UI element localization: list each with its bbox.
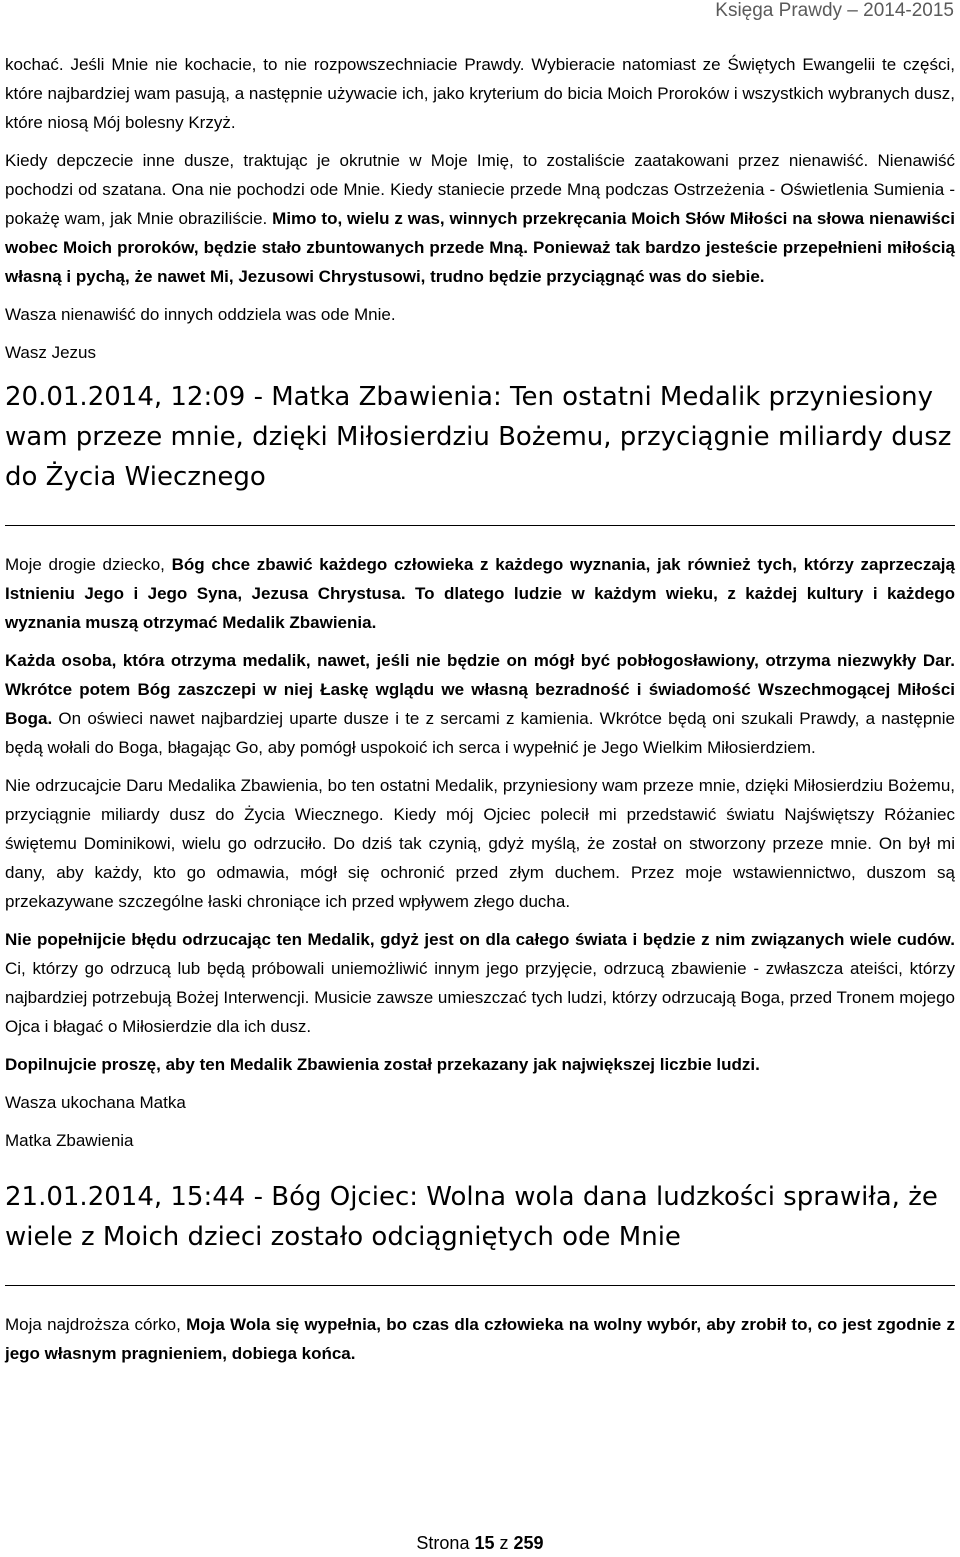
bold-text: Mimo to, wielu z was, winnych przekręcania Moich Słów Miłości na słowa nienawiści wobec Moich proroków, będzie stało zbuntowanych przede Mną. Ponieważ tak bardzo jesteście przepełnieni miłością własną i pychą, że nawet Mi, Jezusowi Chrystusowi, trudno będzie przyciągnąć was do siebie. xyxy=(5,209,955,286)
text-run: kochać. Jeśli Mnie nie kochacie, to nie rozpowszechniacie Prawdy. Wybieracie natomiast ze Świętych Ewangelii te części, które najbardziej wam pasują, a następnie używacie ich, jako kryterium do bicia Moich Proroków i wszystkich wybranych dusz, które niosą Mój bolesny Krzyż. xyxy=(5,55,955,132)
text-run: On oświeci nawet najbardziej uparte dusze i te z sercami z kamienia. Wkrótce będą oni szukali Prawdy, a następnie będą wołali do Boga, błagając Go, aby pomógł uspokoić ich serca i wypełnić je Jego Wielkim Miłosierdziem. xyxy=(5,709,955,757)
paragraph xyxy=(5,646,955,762)
text-run: Wasza nienawiść do innych oddziela was ode Mnie. xyxy=(5,305,396,324)
bold-text: Każda osoba, która otrzyma medalik, nawet, jeśli nie będzie on mógł być pobłogosławiony, otrzyma niezwykły Dar. Wkrótce potem Bóg zaszczepi w niej Łaskę wglądu we własną bezradność i świadomość Wszechmogącej Miłości Boga. xyxy=(5,651,955,728)
paragraph xyxy=(5,338,955,367)
message-heading: 20.01.2014, 12:09 - Matka Zbawienia: Ten ostatni Medalik przyniesiony wam przeze mnie, dzięki Miłosierdziu Bożemu, przyciągnie miliardy dusz do Życia Wiecznego xyxy=(5,377,955,526)
document-body xyxy=(5,50,955,1377)
paragraph xyxy=(5,1310,955,1368)
text-run: Ci, którzy go odrzucą lub będą próbowali uniemożliwić innym jego przyjęcie, odrzucą zbawienie - zwłaszcza ateiści, którzy najbardziej potrzebują Bożej Interwencji. Musicie zawsze umieszczać tych ludzi, którzy odrzucają Boga, przed Tronem mojego Ojca i błagać o Miłosierdzie dla ich dusz. xyxy=(5,959,955,1036)
paragraph xyxy=(5,925,955,1041)
footer-prefix: Strona xyxy=(416,1533,475,1553)
text-run: Nie odrzucajcie Daru Medalika Zbawienia, bo ten ostatni Medalik, przyniesiony wam przeze mnie, dzięki Miłosierdziu Bożemu, przyciągnie miliardy dusz do Życia Wiecznego. Kiedy mój Ojciec polecił mi przedstawić światu Najświętszy Różaniec świętemu Dominikowi, wielu go odrzuciło. Do dziś tak czynią, gdyż myślą, że został on stworzony przeze mnie. On był mi dany, aby każdy, kto go odmawia, mógł się ochronić przed złym duchem. Przez moje wstawiennictwo, duszom są przekazywane szczególne łaski chroniące ich przed wpływem złego ducha. xyxy=(5,776,955,911)
message-heading: 21.01.2014, 15:44 - Bóg Ojciec: Wolna wola dana ludzkości sprawiła, że wiele z Moich dzieci zostało odciągniętych ode Mnie xyxy=(5,1177,955,1286)
text-run: Wasza ukochana Matka xyxy=(5,1093,186,1112)
running-header: Księga Prawdy – 2014-2015 xyxy=(715,0,954,21)
text-run: Moje drogie dziecko, xyxy=(5,555,172,574)
current-page-number: 15 xyxy=(474,1533,495,1553)
paragraph xyxy=(5,50,955,137)
paragraph xyxy=(5,300,955,329)
text-run: Wasz Jezus xyxy=(5,343,97,362)
page-footer xyxy=(0,1533,960,1554)
footer-middle: z xyxy=(494,1533,514,1553)
text-run: Kiedy depczecie inne dusze, traktując je okrutnie w Moje Imię, to zostaliście zaatakowani przez nienawiść. Nienawiść pochodzi od szatana. Ona nie pochodzi ode Mnie. Kiedy staniecie przede Mną podczas Ostrzeżenia - Oświetlenia Sumienia - pokażę wam, jak Mnie obraziliście. xyxy=(5,151,955,228)
paragraph xyxy=(5,146,955,291)
bold-text: Nie popełnijcie błędu odrzucając ten Medalik, gdyż jest on dla całego świata i będzie z nim związanych wiele cudów. xyxy=(5,930,955,949)
text-run: Moja najdroższa córko, xyxy=(5,1315,187,1334)
paragraph xyxy=(5,1126,955,1155)
paragraph xyxy=(5,1088,955,1117)
text-run: Matka Zbawienia xyxy=(5,1131,134,1150)
total-page-count: 259 xyxy=(513,1533,544,1553)
paragraph xyxy=(5,550,955,637)
paragraph xyxy=(5,1050,955,1079)
paragraph xyxy=(5,771,955,916)
bold-text: Bóg chce zbawić każdego człowieka z każdego wyznania, jak również tych, którzy zaprzeczają Istnieniu Jego i Jego Syna, Jezusa Chrystusa. To dlatego ludzie w każdym wieku, z każdej kultury i każdego wyznania muszą otrzymać Medalik Zbawienia. xyxy=(5,555,955,632)
bold-text: Moja Wola się wypełnia, bo czas dla człowieka na wolny wybór, aby zrobił to, co jest zgodnie z jego własnym pragnieniem, dobiega końca. xyxy=(5,1315,955,1363)
bold-text: Dopilnujcie proszę, aby ten Medalik Zbawienia został przekazany jak największej liczbie ludzi. xyxy=(5,1055,760,1074)
